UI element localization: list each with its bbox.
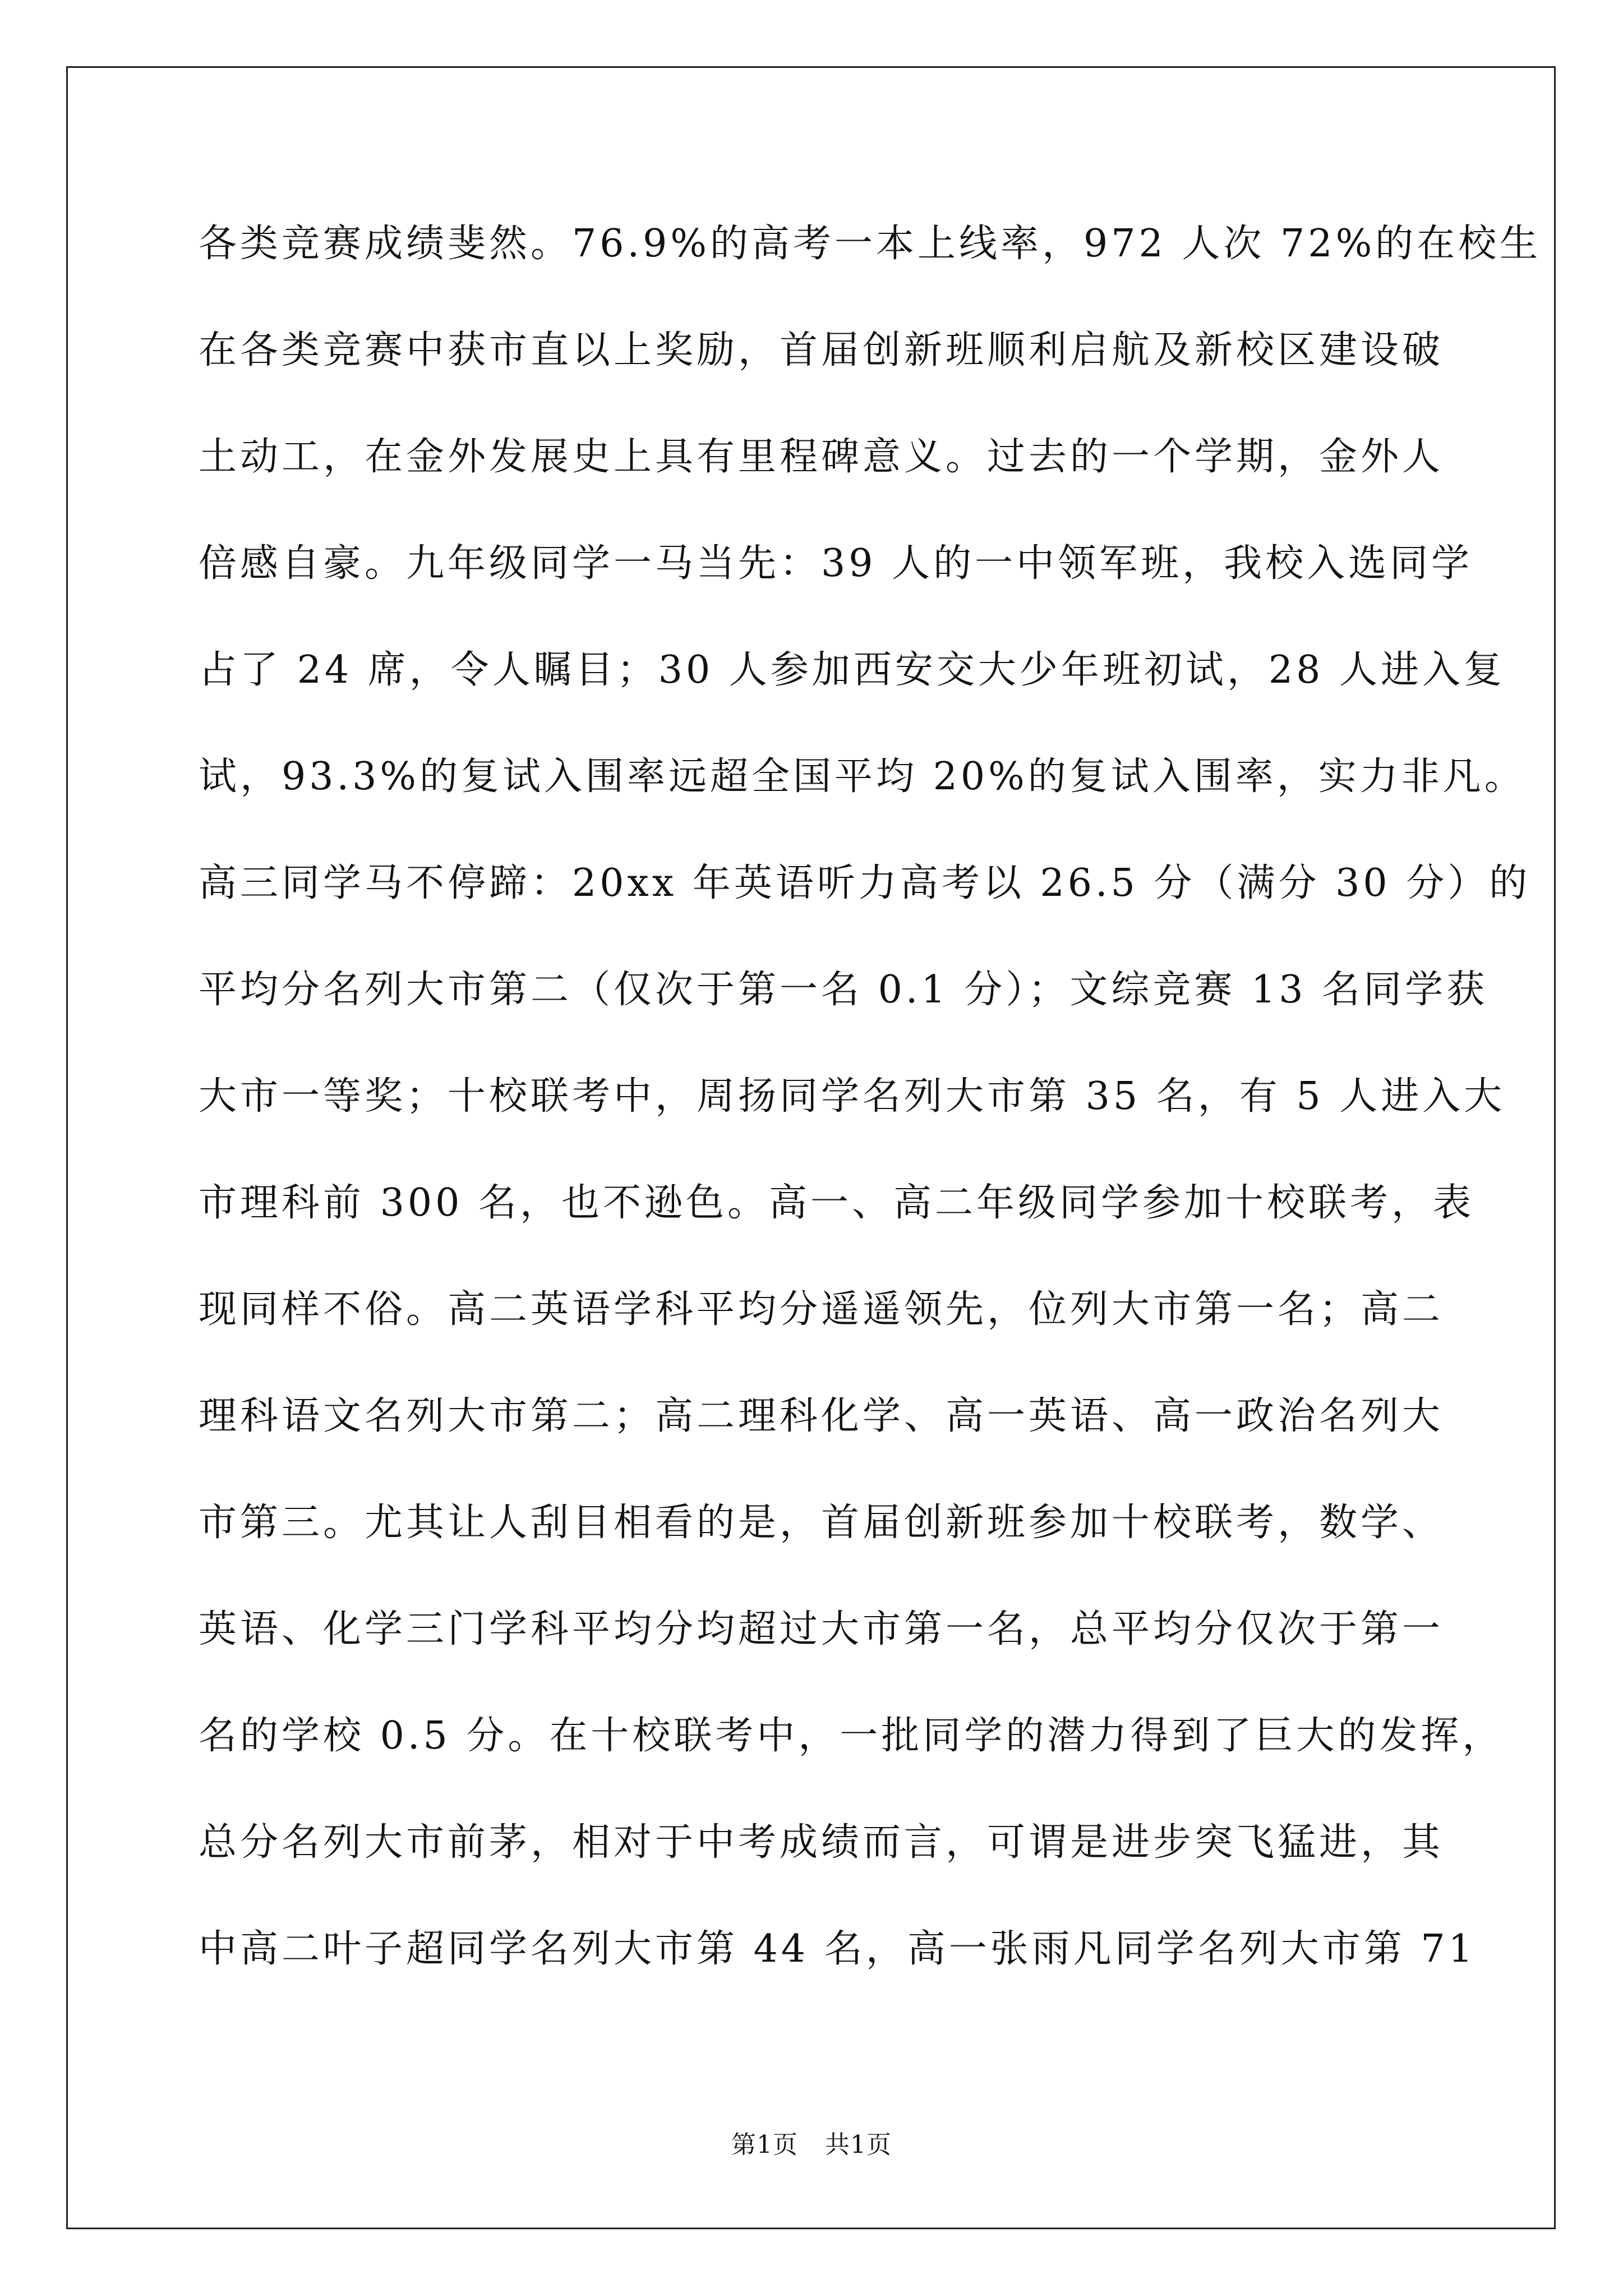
text-line: 占了 24 席，令人瞩目；30 人参加西安交大少年班初试，28 人进入复 (199, 648, 1506, 692)
text-line: 总分名列大市前茅，相对于中考成绩而言，可谓是进步突飞猛进，其 (199, 1820, 1444, 1865)
text-line: 名的学校 0.5 分。在十校联考中，一批同学的潜力得到了巨大的发挥， (199, 1714, 1504, 1758)
document-body (199, 222, 1542, 2033)
page-footer (0, 2131, 1623, 2160)
text-line: 高三同学马不停蹄：20xx 年英语听力高考以 26.5 分（满分 30 分）的 (199, 861, 1531, 905)
text-line: 现同样不俗。高二英语学科平均分遥遥领先，位列大市第一名；高二 (199, 1287, 1444, 1332)
text-line: 土动工，在金外发展史上具有里程碑意义。过去的一个学期，金外人 (199, 435, 1444, 479)
text-line: 大市一等奖；十校联考中，周扬同学名列大市第 35 名，有 5 人进入大 (199, 1074, 1506, 1119)
text-line: 中高二叶子超同学名列大市第 44 名，高一张雨凡同学名列大市第 71 (199, 1927, 1476, 1971)
text-line: 英语、化学三门学科平均分均超过大市第一名，总平均分仅次于第一 (199, 1607, 1444, 1651)
page-count: 共1页 (825, 2131, 892, 2159)
text-line: 试，93.3%的复试入围率远超全国平均 20%的复试入围率，实力非凡。 (199, 754, 1526, 799)
text-line: 倍感自豪。九年级同学一马当先：39 人的一中领军班，我校入选同学 (199, 541, 1473, 586)
text-line: 市第三。尤其让人刮目相看的是，首届创新班参加十校联考，数学、 (199, 1501, 1444, 1545)
text-line: 市理科前 300 名，也不逊色。高一、高二年级同学参加十校联考，表 (199, 1181, 1475, 1225)
text-line: 在各类竞赛中获市直以上奖励，首届创新班顺利启航及新校区建设破 (199, 328, 1444, 372)
text-line: 理科语文名列大市第二；高二理科化学、高一英语、高一政治名列大 (199, 1394, 1444, 1438)
text-line: 平均分名列大市第二（仅次于第一名 0.1 分）；文综竞赛 13 名同学获 (199, 968, 1488, 1012)
page-number: 第1页 (731, 2131, 798, 2159)
text-line: 各类竞赛成绩斐然。76.9%的高考一本上线率，972 人次 72%的在校生 (199, 222, 1542, 266)
